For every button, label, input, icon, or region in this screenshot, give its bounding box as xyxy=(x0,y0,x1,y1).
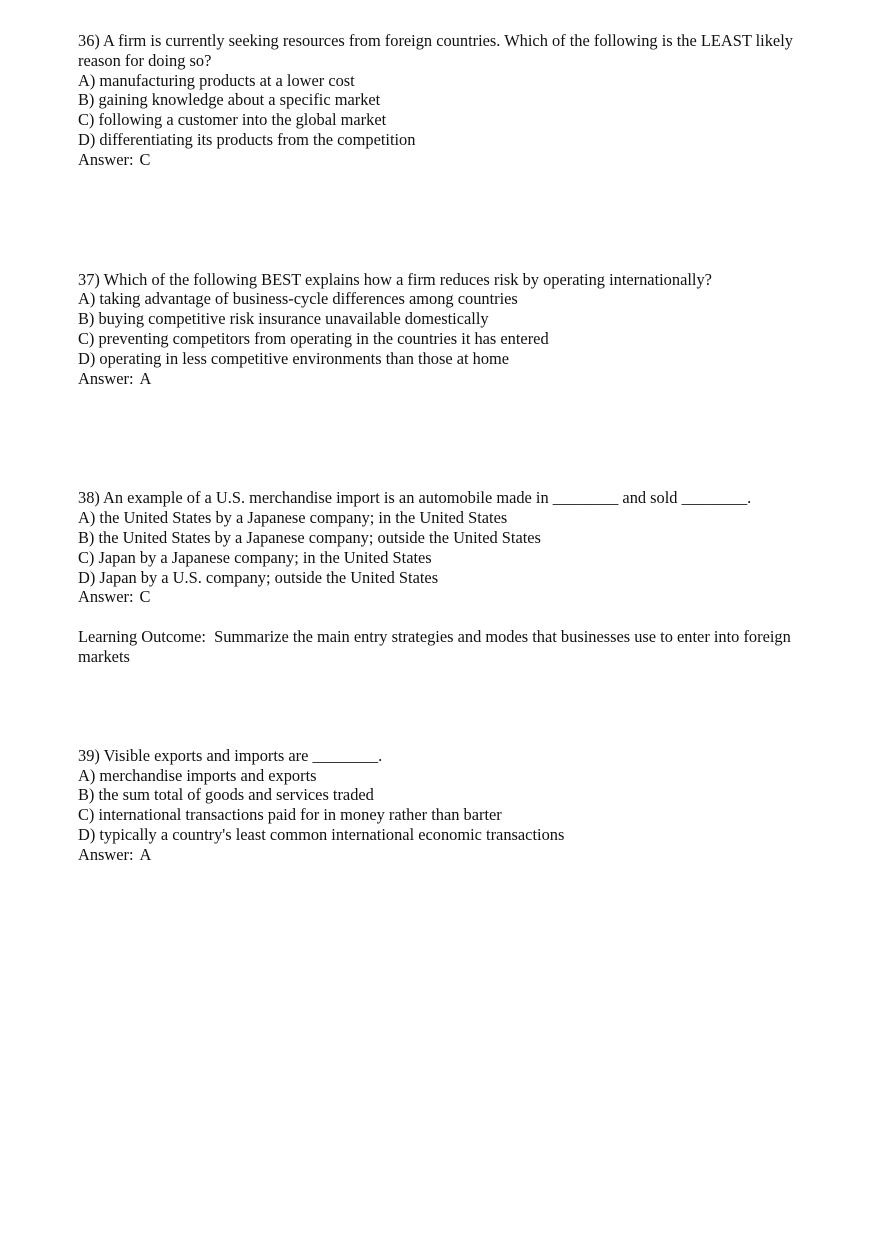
option-c: C) following a customer into the global market xyxy=(78,110,387,130)
question-stem: 38) An example of a U.S. merchandise import is an automobile made in ________ and sold ________. xyxy=(78,488,752,508)
question-37 xyxy=(78,270,798,389)
option-c: C) international transactions paid for in money rather than barter xyxy=(78,805,502,825)
answer-line xyxy=(78,587,798,607)
answer-value: C xyxy=(139,587,151,607)
option-d: D) typically a country's least common international economic transactions xyxy=(78,824,565,844)
option-d: D) differentiating its products from the competition xyxy=(78,129,416,149)
answer-line xyxy=(78,369,798,389)
option-d: D) operating in less competitive environments than those at home xyxy=(78,348,510,368)
question-36 xyxy=(78,31,798,170)
option-c: C) preventing competitors from operating in the countries it has entered xyxy=(78,328,549,348)
option-b: B) the United States by a Japanese company; outside the United States xyxy=(78,527,541,547)
answer-label: Answer: xyxy=(78,149,134,169)
option-a: A) manufacturing products at a lower cost xyxy=(78,70,355,90)
question-stem: 36) A firm is currently seeking resources from foreign countries. Which of the following is the LEAST likely reason for doing so? xyxy=(78,31,798,70)
learning-outcome xyxy=(78,627,798,667)
question-stem: 37) Which of the following BEST explains how a firm reduces risk by operating internationally? xyxy=(78,269,712,289)
option-a: A) taking advantage of business-cycle differences among countries xyxy=(78,289,518,309)
option-b: B) gaining knowledge about a specific market xyxy=(78,90,381,110)
document-page xyxy=(78,31,798,865)
option-a: A) merchandise imports and exports xyxy=(78,765,317,785)
answer-label: Answer: xyxy=(78,844,134,864)
option-b: B) buying competitive risk insurance unavailable domestically xyxy=(78,309,489,329)
answer-label: Answer: xyxy=(78,587,134,607)
option-c: C) Japan by a Japanese company; in the United States xyxy=(78,547,432,567)
answer-value: A xyxy=(139,368,152,388)
learning-outcome-text: Learning Outcome: Summarize the main entry strategies and modes that businesses use to enter into foreign markets xyxy=(78,627,795,666)
question-38 xyxy=(78,488,798,607)
answer-line xyxy=(78,150,798,170)
question-39 xyxy=(78,746,798,865)
option-a: A) the United States by a Japanese company; in the United States xyxy=(78,508,508,528)
answer-label: Answer: xyxy=(78,368,134,388)
option-d: D) Japan by a U.S. company; outside the United States xyxy=(78,567,439,587)
answer-line xyxy=(78,845,798,865)
answer-value: C xyxy=(139,149,151,169)
question-stem: 39) Visible exports and imports are ________. xyxy=(78,745,383,765)
answer-value: A xyxy=(139,844,152,864)
option-b: B) the sum total of goods and services traded xyxy=(78,785,374,805)
